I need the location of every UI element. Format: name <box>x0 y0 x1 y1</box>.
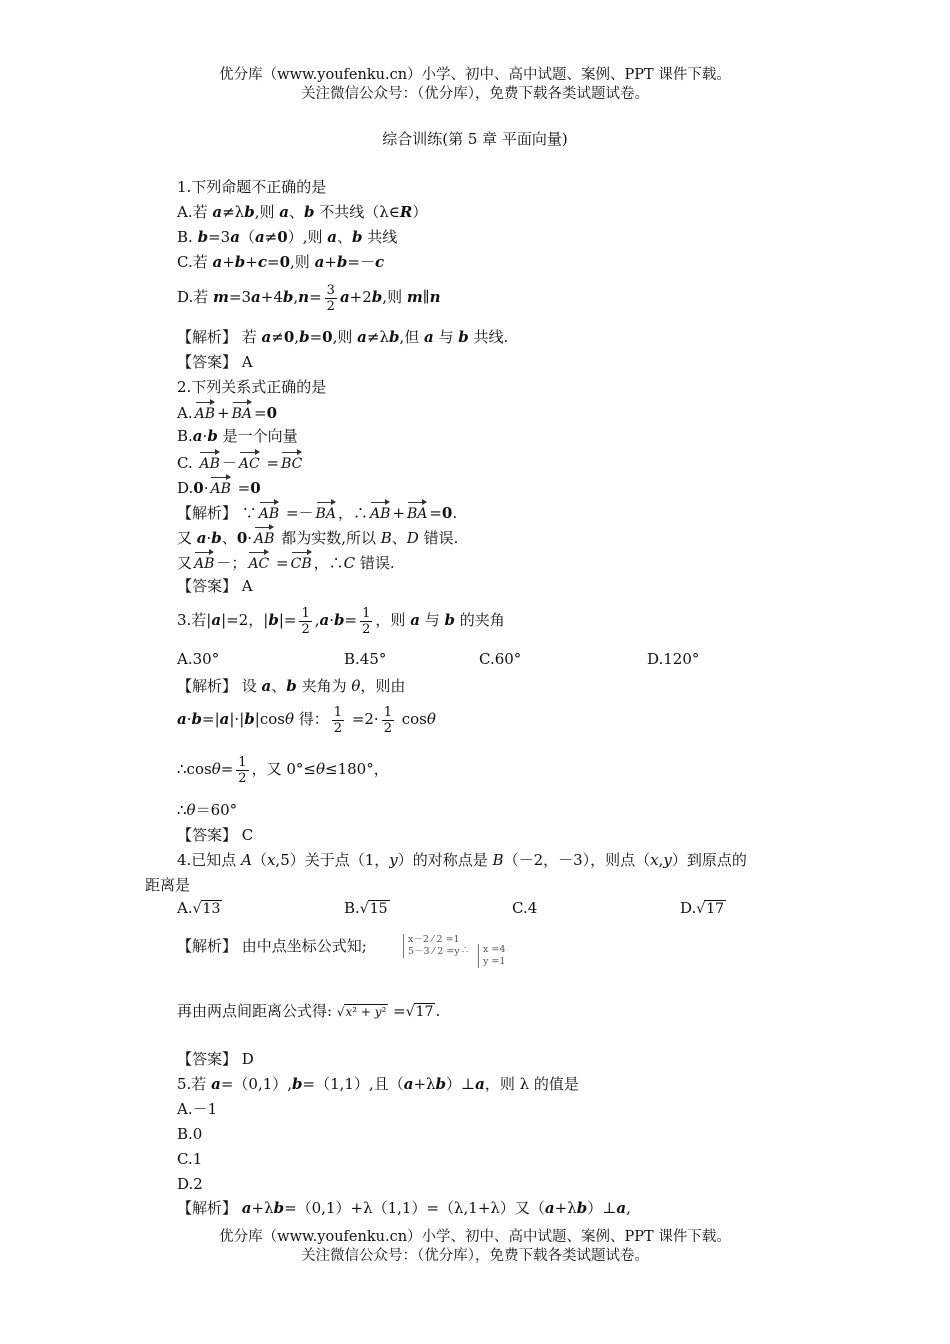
q3-answer: 【答案】 C <box>177 826 254 844</box>
q1-analysis: 【解析】 若 a≠0,b=0,则 a≠λb,但 a 与 b 共线. <box>177 328 509 346</box>
q1-option-a: A.若 a≠λb,则 a、b 不共线（λ∈R） <box>177 203 428 221</box>
q1-stem: 1.下列命题不正确的是 <box>177 178 327 196</box>
q5-stem: 5.若 a=（0,1）,b=（1,1）,且（a+λb）⊥a，则 λ 的值是 <box>177 1075 579 1093</box>
q1-option-c: C.若 a+b+c=0,则 a+b=－c <box>177 253 385 271</box>
q4-analysis-1: 【解析】 由中点坐标公式知; <box>177 937 367 955</box>
q3-option-d: D.120° <box>647 650 700 668</box>
q3-option-c: C.60° <box>479 650 522 668</box>
q1-option-b: B. b=3a（a≠0）,则 a、b 共线 <box>177 228 398 246</box>
q2-answer: 【答案】 A <box>177 577 253 595</box>
q3-analysis-4: ∴θ＝60° <box>177 801 238 819</box>
q3-analysis-2: a·b=|a|·|b|cosθ 得： $\frac{1}{2}$ =2· $\frac{1}{2}$ cosθ <box>177 704 436 736</box>
q4-stem-line-1: 4.已知点 A（x,5）关于点（1，y）的对称点是 B（－2，－3），则点（x,y）到原点的 <box>177 851 747 869</box>
q4-midpoint-system: x－2 ⁄ 2 =1 5－3 ⁄ 2 =y <box>403 934 460 958</box>
header-line-1: 优分库（www.youfenku.cn）小学、初中、高中试题、案例、PPT 课件下载。 <box>219 67 731 83</box>
page-title: 综合训练(第 5 章 平面向量) <box>382 130 568 148</box>
q2-stem: 2.下列关系式正确的是 <box>177 378 327 396</box>
q5-option-a: A.－1 <box>177 1100 218 1118</box>
q3-stem: 3.若|a|=2，|b|= $\frac{1}{2}$ ,a·b= $\frac{1}{2}$ ，则 a 与 b 的夹角 <box>177 605 505 637</box>
q2-analysis-3: 又 AB －； AC = CB ，∴C 错误. <box>177 549 395 574</box>
q3-analysis-1: 【解析】 设 a、b 夹角为 θ，则由 <box>177 677 406 695</box>
q1-answer: 【答案】 A <box>177 353 253 371</box>
q2-option-a: A. AB + BA =0 <box>177 399 277 424</box>
q2-analysis-2: 又 a·b、0· AB 都为实数,所以 B、D 错误. <box>177 524 458 549</box>
q5-option-d: D.2 <box>177 1175 203 1193</box>
q4-option-c: C.4 <box>512 899 538 917</box>
q4-option-d: D.√17 <box>680 899 725 917</box>
footer-line-1: 优分库（www.youfenku.cn）小学、初中、高中试题、案例、PPT 课件下载。 <box>219 1229 731 1245</box>
q3-option-a: A.30° <box>177 650 220 668</box>
q2-option-b: B.a·b 是一个向量 <box>177 427 298 445</box>
q2-analysis-1: 【解析】 ∵ AB =－ BA ，∴ AB + BA =0. <box>177 499 457 524</box>
q1-option-d: D.若 m=3a+4b,n= $\frac{3}{2}$ a+2b,则 m∥n <box>177 282 441 314</box>
q3-option-b: B.45° <box>344 650 387 668</box>
q4-therefore-symbol: ∴ <box>462 945 469 956</box>
q4-stem-line-2: 距离是 <box>145 876 191 894</box>
q4-solution-system: x =4 y =1 <box>478 944 505 968</box>
q2-option-c: C. AB － AC = BC <box>177 449 304 474</box>
q5-option-b: B.0 <box>177 1125 203 1143</box>
q4-answer: 【答案】 D <box>177 1050 254 1068</box>
q3-analysis-3: ∴cosθ= $\frac{1}{2}$ ，又 0°≤θ≤180°， <box>177 754 389 786</box>
q4-option-a: A.√13 <box>177 899 221 917</box>
q4-option-b: B.√15 <box>344 899 388 917</box>
footer-line-2: 关注微信公众号：（优分库），免费下载各类试题试卷。 <box>301 1248 649 1264</box>
q5-option-c: C.1 <box>177 1150 203 1168</box>
q2-option-d: D.0· AB =0 <box>177 474 261 499</box>
header-line-2: 关注微信公众号：（优分库），免费下载各类试题试卷。 <box>301 86 649 102</box>
q4-analysis-2: 再由两点间距离公式得: √x² + y² =√17 . <box>177 1002 441 1020</box>
q5-analysis: 【解析】 a+λb=（0,1）+λ（1,1）=（λ,1+λ）又（a+λb）⊥a, <box>177 1199 631 1217</box>
